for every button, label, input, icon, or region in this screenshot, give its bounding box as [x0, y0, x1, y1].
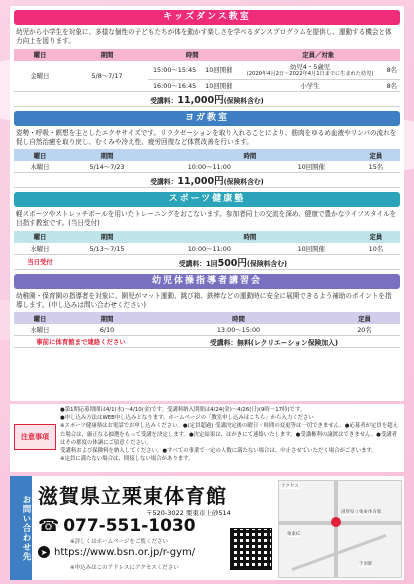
period-cell: 5/13〜7/15 — [66, 243, 148, 255]
capacity-cell: 8名 — [384, 61, 400, 80]
notes-box — [10, 404, 404, 472]
header-capacity: 定員 — [329, 312, 400, 324]
time-cell: 16:00〜16:45 — [148, 79, 201, 91]
notes-label: 注意事項 — [14, 424, 56, 450]
cursor-icon: ➤ — [38, 546, 50, 558]
header-period: 期間 — [66, 49, 148, 61]
target-label: 幼児4・5歳児 — [290, 63, 331, 72]
kids-dance-table — [14, 49, 400, 107]
yoga-table — [14, 149, 400, 188]
header-time: 時間 — [148, 312, 329, 324]
venue-address: 〒520-3022 栗東市上砂514 — [146, 509, 231, 517]
map-label-gym: 滋賀県立栗東体育館 — [341, 510, 382, 515]
phone-note: ※詳しくはホームページをご覧ください — [70, 539, 168, 545]
note-line: ●第1期応募期間は4/1(水)〜4/10(金)です。受講料納入期間は4/24(金)〜4/26(日)(9時〜17時)です。 — [60, 407, 306, 413]
sessions-cell: 10回開催 — [201, 79, 236, 91]
header-capacity: 定員 — [352, 231, 400, 243]
header-time: 時間 — [148, 231, 352, 243]
fee-amount: 11,000円 — [177, 176, 224, 188]
header-day: 曜日 — [14, 231, 66, 243]
period-cell: 5/8〜7/17 — [66, 61, 148, 92]
note-line: ●申し込み方法はWEB申し込みとなります。ホームページの「教室申し込みはこちら」から入力ください — [60, 415, 314, 422]
kids-dance-description: 幼児から小学生を対象に、多様な個性の子どもたちが体を動かす楽しさを学べるダンスプログラムを提供し、運動する機会と体力向上を図ります。 — [16, 28, 392, 46]
header-time: 時間 — [148, 49, 236, 61]
fee-note: (保険料含む) — [223, 178, 264, 187]
map-road — [334, 481, 338, 577]
yoga-title: ヨガ教室 — [14, 111, 400, 126]
target-note: (2020年4月2日〜2022年4月1日までに生まれた幼児) — [246, 71, 374, 78]
fee-amount: 11,000円 — [177, 94, 224, 106]
period-cell: 6/10 — [66, 324, 148, 336]
fee-note: (保険料含む) — [223, 96, 264, 105]
header-period: 期間 — [66, 312, 148, 324]
phone-number[interactable]: 077-551-1030 — [63, 516, 196, 536]
fee-note: (保険料含む) — [246, 259, 288, 268]
header-period: 期間 — [66, 149, 148, 161]
header-time: 時間 — [148, 149, 352, 161]
fee-row — [14, 173, 400, 188]
program-sheet — [10, 6, 404, 401]
yoga-description: 姿勢・呼吸・瞑想を主としたエクササイズです。リラクゼーションを取り入れることにより、筋肉をゆるめ血液やリンパの流れを促し自然治癒を取り戻し、むくみや冷え性、疲労回復など体質改善を行います。 — [16, 128, 397, 146]
contact-vertical-label: お問い合わせ先 — [10, 476, 32, 580]
sports-description: 軽スポーツやストレッチポールを用いたトレーニングをおこないます。参加者同士の交流を深め、健康で豊かなライフスタイルを目指す教室です。(当日受付) — [16, 210, 397, 228]
time-cell: 10:00〜11:00 — [148, 161, 271, 173]
qr-code[interactable] — [230, 528, 272, 570]
url-note: ※申込みはこのアドレスにアクセスください — [70, 565, 179, 571]
header-day: 曜日 — [14, 149, 66, 161]
fee-label: 受講料：1回 — [178, 259, 218, 268]
day-cell: 水曜日 — [14, 243, 66, 255]
advance-note: 事前に体育館まで連絡ください — [14, 336, 148, 348]
map-pin-icon — [331, 517, 341, 527]
contact-box — [10, 476, 404, 580]
fee-amount: 500円 — [217, 257, 247, 269]
note-line: ※定員に満たない場合は、間接しない場合があります。 — [60, 456, 194, 463]
url-row[interactable] — [38, 546, 195, 558]
target-cell: 小学生 — [236, 79, 383, 91]
day-cell: 木曜日 — [14, 161, 66, 173]
capacity-cell: 8名 — [384, 79, 400, 91]
time-cell: 10:00〜11:00 — [148, 243, 271, 255]
fee-row: 受講料：無料(レクリエーション保険加入) — [148, 336, 400, 348]
phone-icon: ☎ — [38, 516, 60, 536]
sessions-cell: 10回開催 — [271, 161, 352, 173]
access-map — [278, 480, 402, 578]
day-cell: 水曜日 — [14, 324, 66, 336]
fee-row — [14, 91, 400, 106]
capacity-cell: 15名 — [352, 161, 400, 173]
instructor-description: 幼稚園・保育園の指導者を対象に、園児がマット運動、跳び箱、鉄棒などの運動時に安全に展開できるよう補助のポイントを指導します。(申し込みは問い合わせください) — [16, 291, 392, 310]
header-capacity: 定員 — [352, 149, 400, 161]
time-cell: 13:00〜15:00 — [148, 324, 329, 336]
instructor-title: 幼児体操指導者講習会 — [14, 274, 400, 289]
capacity-cell: 20名 — [329, 324, 400, 336]
day-cell: 金曜日 — [14, 61, 66, 92]
sports-table — [14, 231, 400, 270]
map-label-station: 手原駅 — [359, 562, 373, 567]
phone-row[interactable] — [38, 516, 196, 536]
header-day: 曜日 — [14, 49, 66, 61]
header-target: 定員／対象 — [236, 49, 400, 61]
map-label-ic: 栗東IC — [287, 532, 301, 537]
sports-title: スポーツ健康塾 — [14, 192, 400, 207]
sessions-cell: 10回開催 — [271, 243, 352, 255]
kids-dance-title: キッズダンス教室 — [14, 10, 400, 25]
map-label-access: アクセス — [281, 484, 299, 489]
fee-label: 受講料： — [150, 178, 178, 187]
header-day: 曜日 — [14, 312, 66, 324]
fee-row — [66, 254, 400, 269]
same-day-note: 当日受付 — [14, 254, 66, 269]
website-url[interactable]: https://www.bsn.or.jp/r-gym/ — [54, 546, 196, 558]
period-cell: 5/14〜7/23 — [66, 161, 148, 173]
note-line: ※スポーツ健康塾はお電話でお申し込みください。●(定員超過) 受講決定後の曜日・時間の変更等は一切できません。●応募者が定員を超えた場合は、厳正なる抽選をもって受講を決定します。●決定結果は、はがきにて連絡いたします。●受講権利の譲渡はできません。●受講者はその都度の体調にご留意ください。 — [60, 423, 398, 446]
notes-text — [60, 406, 398, 463]
note-line: 受講料および保険料を納入してください。●すべての事業で一定の人数に満たない場合は、中止させていただく場合がございます。 — [60, 448, 377, 455]
time-cell: 15:00〜15:45 — [148, 61, 201, 80]
instructor-table — [14, 312, 400, 348]
sessions-cell: 10回開催 — [201, 61, 236, 80]
venue-name: 滋賀県立栗東体育館 — [38, 484, 227, 508]
target-cell — [236, 61, 383, 80]
header-period: 期間 — [66, 231, 148, 243]
fee-label: 受講料： — [150, 96, 178, 105]
capacity-cell: 10名 — [352, 243, 400, 255]
